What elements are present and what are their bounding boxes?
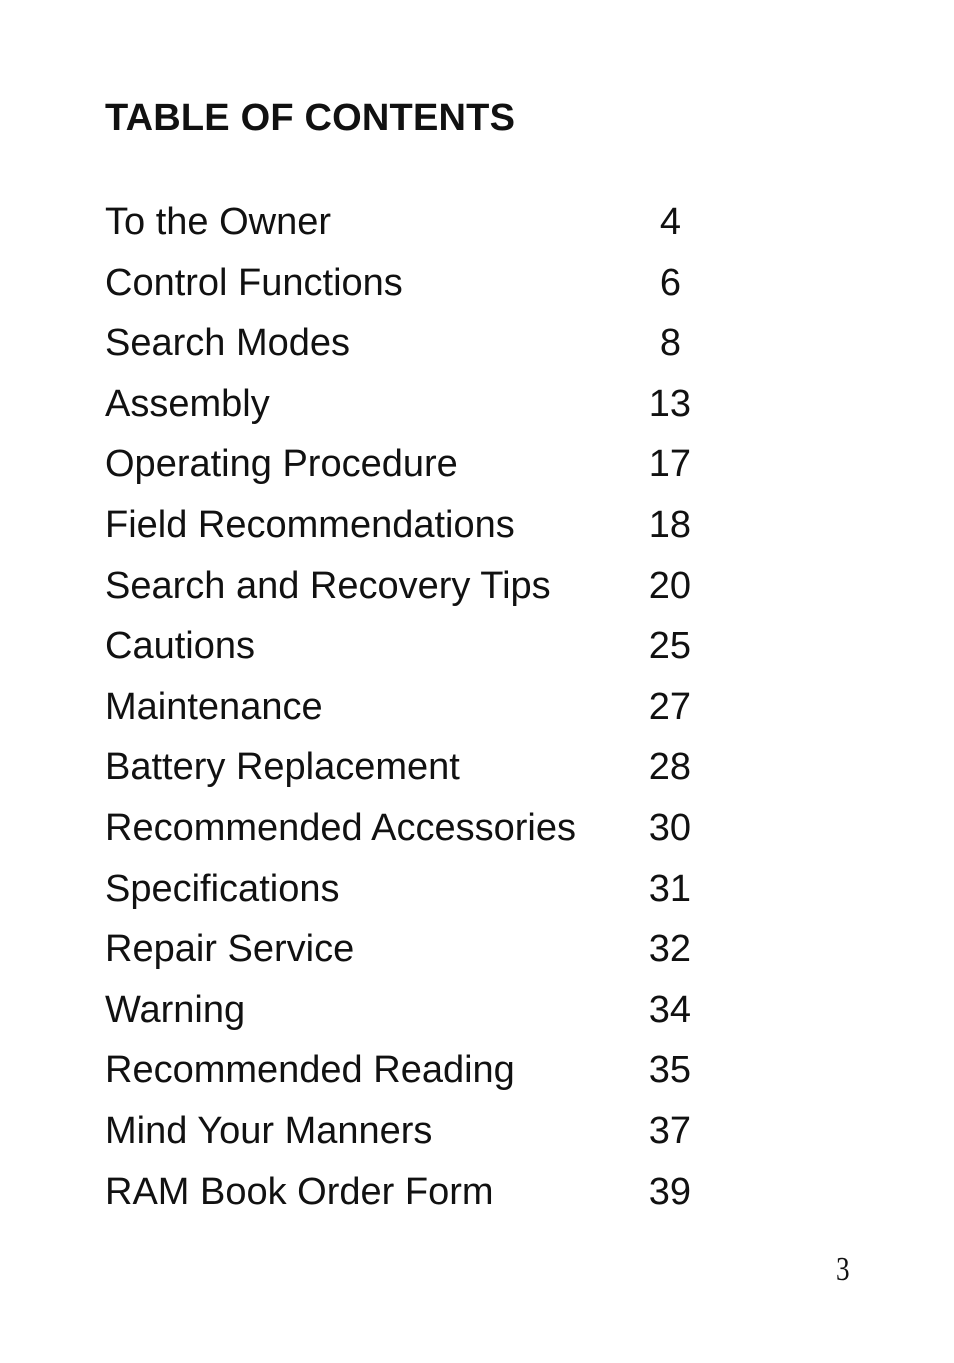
toc-entry-page: 4 <box>659 201 681 243</box>
toc-entry-page: 28 <box>648 746 691 789</box>
toc-entry-page: 6 <box>659 261 681 304</box>
toc-entry-label: Battery Replacement <box>105 746 460 789</box>
toc-entry-label: RAM Book Order Form <box>105 1170 494 1213</box>
toc-entry-page: 20 <box>648 564 691 607</box>
toc-entry-label: Specifications <box>105 867 340 910</box>
toc-entry-page: 27 <box>648 685 691 728</box>
toc-entry-assembly <box>105 378 705 439</box>
toc-entry-label: Field Recommendations <box>105 503 515 546</box>
toc-entry-recommended-accessories <box>105 802 705 863</box>
toc-entry-recommended-reading <box>105 1044 705 1105</box>
toc-entry-search-and-recovery-tips <box>105 560 705 621</box>
toc-entry-page: 30 <box>648 806 691 849</box>
toc-entry-control-functions <box>105 257 705 318</box>
toc-entry-label: Recommended Accessories <box>105 806 576 849</box>
toc-entry-label: Recommended Reading <box>105 1049 515 1092</box>
toc-entry-label: Cautions <box>105 625 255 668</box>
toc-entry-page: 18 <box>648 503 691 546</box>
toc-entry-warning <box>105 984 705 1045</box>
toc-entry-page: 25 <box>648 625 691 668</box>
toc-entry-label: To the Owner <box>105 201 331 243</box>
page-title: TABLE OF CONTENTS <box>105 97 516 139</box>
toc-entry-label: Search Modes <box>105 322 351 365</box>
toc-entry-search-modes <box>105 317 705 378</box>
toc-entry-maintenance <box>105 681 705 742</box>
toc-entry-cautions <box>105 620 705 681</box>
toc-entry-label: Assembly <box>105 382 270 425</box>
toc-entry-label: Repair Service <box>105 928 355 971</box>
toc-entry-label: Operating Procedure <box>105 443 458 486</box>
toc-entry-to-the-owner <box>105 196 705 257</box>
page-number: 3 <box>836 1251 850 1288</box>
toc-entry-operating-procedure <box>105 438 705 499</box>
toc-entry-specifications <box>105 863 705 924</box>
toc-entry-page: 8 <box>659 322 681 365</box>
toc-entry-page: 17 <box>648 443 691 486</box>
toc-entry-page: 34 <box>648 988 691 1031</box>
toc-entry-label: Control Functions <box>105 261 403 304</box>
toc-entry-label: Mind Your Manners <box>105 1109 433 1152</box>
toc-entry-label: Search and Recovery Tips <box>105 564 551 607</box>
table-of-contents <box>105 196 705 1226</box>
toc-entry-ram-book-order-form <box>105 1166 705 1227</box>
toc-entry-page: 32 <box>648 928 691 971</box>
toc-entry-page: 35 <box>648 1049 691 1092</box>
toc-entry-label: Warning <box>105 988 246 1031</box>
toc-entry-page: 39 <box>648 1170 691 1213</box>
toc-entry-mind-your-manners <box>105 1105 705 1166</box>
toc-entry-label: Maintenance <box>105 685 323 728</box>
toc-entry-page: 31 <box>648 867 691 910</box>
toc-entry-page: 13 <box>648 382 691 425</box>
toc-entry-page: 37 <box>648 1109 691 1152</box>
toc-entry-repair-service <box>105 923 705 984</box>
toc-entry-field-recommendations <box>105 499 705 560</box>
toc-entry-battery-replacement <box>105 741 705 802</box>
